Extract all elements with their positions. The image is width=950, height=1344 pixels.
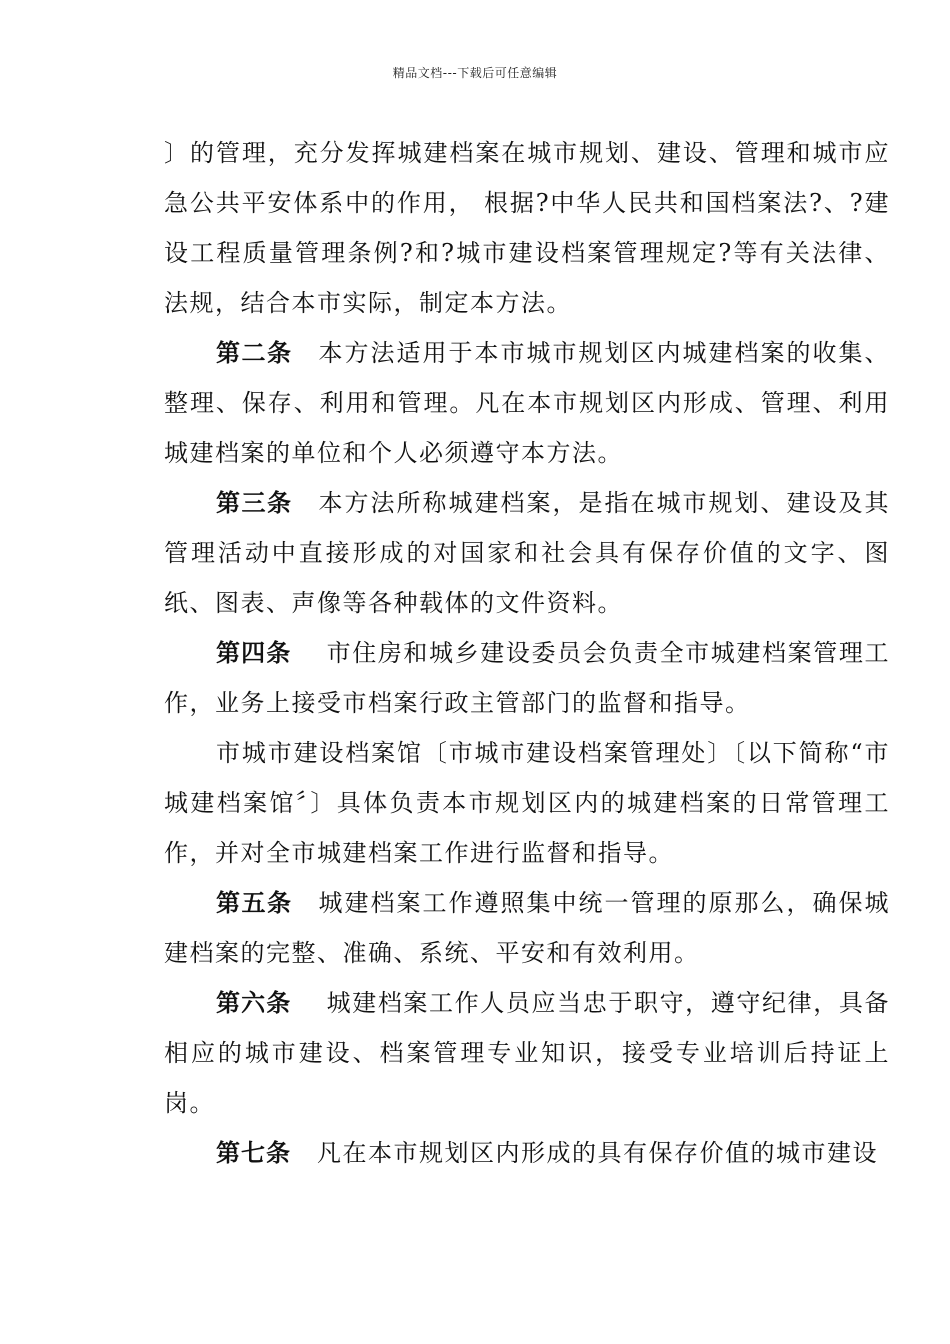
article-6 [164, 978, 890, 1128]
article-3 [164, 478, 890, 628]
document-body [164, 128, 890, 1178]
paragraph-text: 凡在本市规划区内形成的具有保存价值的城市建设 [317, 1139, 878, 1167]
article-number: 第六条 [216, 989, 292, 1017]
paragraph-text: 本方法适用于本市城市规划区内城建档案的收集、整理、保存、利用和管理。凡在本市规划区内形成、管理、利用城建档案的单位和个人必须遵守本方法。 [164, 339, 890, 467]
article-number: 第七条 [216, 1139, 291, 1167]
article-5 [164, 878, 890, 978]
paragraph-intro-continuation [164, 128, 890, 328]
paragraph-text: 市住房和城乡建设委员会负责全市城建档案管理工作，业务上接受市档案行政主管部门的监督和指导。 [164, 639, 890, 717]
article-number: 第三条 [216, 489, 293, 517]
article-4 [164, 628, 890, 728]
article-number: 第二条 [216, 339, 293, 367]
article-2 [164, 328, 890, 478]
paragraph-text: 〕的管理，充分发挥城建档案在城市规划、建设、管理和城市应急公共平安体系中的作用， 根据?中华人民共和国档案法?、?建设工程质量管理条例?和?城市建设档案管理规定?等有关法律、法规，结合本市实际，制定本方法。 [164, 139, 890, 317]
page-header: 精品文档---下载后可任意编辑 [392, 66, 558, 80]
article-4-paragraph-2 [164, 728, 890, 878]
paragraph-text: 本方法所称城建档案，是指在城市规划、建设及其管理活动中直接形成的对国家和社会具有保存价值的文字、图纸、图表、声像等各种载体的文件资料。 [164, 489, 890, 617]
paragraph-text: 城建档案工作人员应当忠于职守，遵守纪律，具备相应的城市建设、档案管理专业知识，接受专业培训后持证上岗。 [164, 989, 890, 1117]
paragraph-text: 城建档案工作遵照集中统一管理的原那么，确保城建档案的完整、准确、系统、平安和有效利用。 [164, 889, 890, 967]
article-number: 第四条 [216, 639, 292, 667]
article-number: 第五条 [216, 889, 293, 917]
paragraph-text: 市城市建设档案馆〔市城市建设档案管理处〕〔以下简称“市城建档案馆〞〕具体负责本市规划区内的城建档案的日常管理工作，并对全市城建档案工作进行监督和指导。 [164, 739, 890, 867]
article-7 [164, 1128, 890, 1178]
